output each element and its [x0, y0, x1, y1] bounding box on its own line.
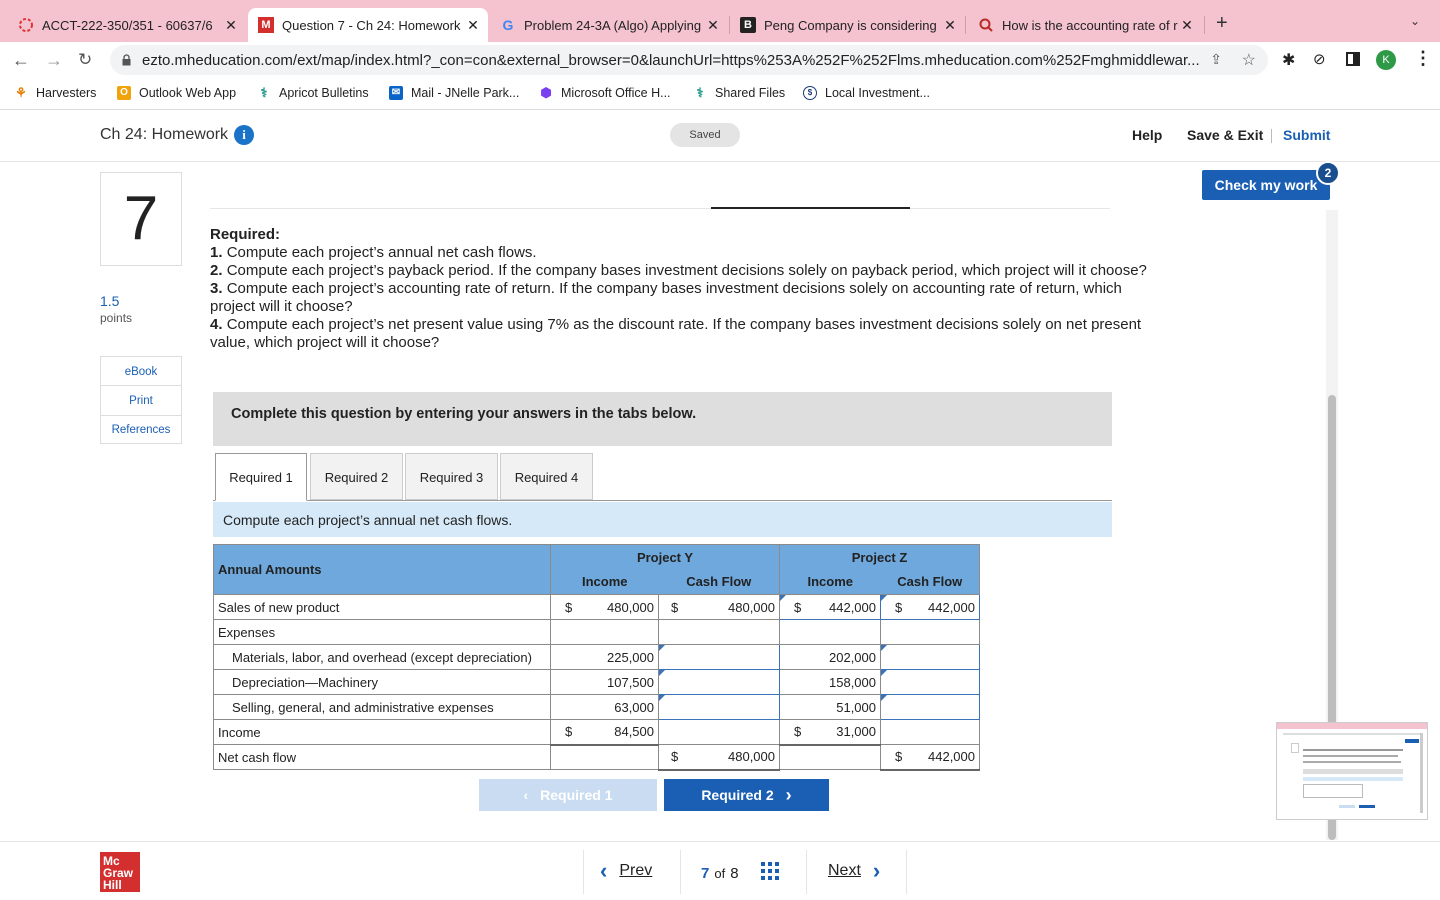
help-link[interactable]: Help [1132, 127, 1163, 143]
table-row [214, 745, 980, 770]
column-header: Project Z [780, 545, 980, 570]
page-indicator[interactable] [701, 862, 779, 884]
bookmarks-bar [0, 78, 1440, 110]
table-row [214, 620, 980, 645]
requirement-number: 1. [210, 244, 223, 261]
value-cell: 63,000 [551, 695, 659, 720]
points-label: points [100, 311, 133, 325]
row-label: Selling, general, and administrative expenses [214, 695, 551, 720]
currency-symbol: $ [565, 724, 573, 740]
tab-title: Question 7 - Ch 24: Homework [282, 17, 461, 33]
office-icon: ⬢ [540, 85, 552, 100]
menu-icon[interactable]: ⋮ [1414, 48, 1432, 68]
tab-required-2[interactable]: Required 2 [310, 453, 403, 500]
thumbnail-line [1283, 733, 1421, 735]
next-page-button[interactable] [828, 858, 880, 884]
value-cell: 225,000 [551, 645, 659, 670]
row-label: Sales of new product [214, 595, 551, 620]
row-label: Income [214, 720, 551, 745]
chevron-left-icon: ‹ [600, 858, 608, 883]
income-input[interactable] [780, 595, 881, 620]
lock-icon [122, 53, 131, 64]
local-investment-icon: $ [803, 86, 817, 100]
chevron-right-icon: › [872, 858, 881, 883]
currency-symbol: $ [794, 724, 802, 740]
requirement-text: Compute each project’s accounting rate of return. If the company bases investment decisions solely on accounting rate of return, which project will it choose? [210, 280, 1122, 315]
google-icon: G [502, 17, 514, 33]
cash-flow-input[interactable] [881, 595, 980, 620]
bookmark-label: Outlook Web App [139, 86, 237, 100]
chevron-down-icon[interactable]: ⌄ [1410, 14, 1421, 28]
button-label: Prev [619, 862, 653, 879]
close-icon[interactable]: ✕ [944, 16, 956, 33]
table-header-row [214, 545, 980, 570]
thumbnail-prompt [1303, 777, 1403, 781]
thumbnail-line [1303, 749, 1403, 751]
back-icon[interactable]: ← [12, 50, 30, 70]
tab-title: How is the accounting rate of r [1002, 17, 1178, 33]
bookmark[interactable] [257, 86, 369, 100]
tab-separator [965, 16, 966, 34]
cell-value: 442,000 [829, 599, 876, 615]
column-header: Project Y [551, 545, 780, 570]
bookmark[interactable] [389, 86, 519, 100]
shared-files-icon: ⚕ [696, 85, 704, 100]
outlook-icon: O [117, 86, 131, 100]
value-cell [881, 745, 980, 770]
points-value: 1.5 [100, 293, 120, 309]
required-heading: Required: [210, 226, 281, 243]
row-label: Depreciation—Machinery [214, 670, 551, 695]
cell-value: 480,000 [728, 749, 775, 765]
currency-symbol: $ [671, 749, 679, 765]
cell-value: 84,500 [614, 724, 654, 740]
bartleby-icon: B [740, 17, 756, 33]
divider [210, 208, 1110, 209]
ebook-link[interactable]: eBook [100, 356, 182, 386]
extension-icon[interactable]: ⊘ [1313, 51, 1326, 68]
divider [583, 850, 584, 894]
tab-required-4[interactable]: Required 4 [500, 453, 593, 500]
bookmark[interactable] [803, 86, 930, 100]
value-cell: 158,000 [780, 670, 881, 695]
browser-tab[interactable] [490, 8, 728, 42]
close-icon[interactable]: ✕ [1181, 16, 1193, 33]
harvesters-icon: ⚘ [15, 85, 27, 100]
divider [906, 850, 907, 894]
extensions-icon[interactable]: ✱ [1282, 52, 1296, 69]
value-cell [551, 595, 659, 620]
currency-symbol: $ [565, 599, 573, 615]
empty-cell [659, 620, 780, 645]
prev-page-button[interactable] [600, 858, 652, 884]
browser-tab[interactable] [968, 8, 1202, 42]
grid-icon[interactable] [761, 862, 779, 884]
references-link[interactable]: References [100, 416, 182, 444]
mcgraw-icon: M [258, 17, 274, 33]
table-row [214, 695, 980, 720]
thumbnail-scrollbar [1420, 733, 1423, 813]
empty-cell [551, 745, 659, 770]
value-cell: 107,500 [551, 670, 659, 695]
address-bar-row [0, 42, 1440, 78]
logo-text: Mc [103, 854, 120, 868]
bookmark[interactable] [693, 86, 785, 100]
requirement-text: Compute each project’s annual net cash flows. [226, 244, 537, 261]
bookmark-label: Mail - JNelle Park... [411, 86, 520, 100]
cash-flow-input[interactable] [659, 645, 780, 670]
divider [1271, 129, 1272, 143]
browser-tab-active[interactable] [248, 8, 488, 42]
button-label: Required 2 [701, 787, 774, 803]
requirement-text: Compute each project’s net present value using 7% as the discount rate. If the company bases investment decisions solely on net present value, which project will it choose? [210, 316, 1142, 351]
table-row [214, 720, 980, 745]
thumbnail-number [1291, 743, 1299, 753]
currency-symbol: $ [671, 599, 679, 615]
bookmark[interactable] [539, 86, 671, 100]
browser-tab[interactable] [730, 8, 965, 42]
value-cell [780, 720, 881, 745]
row-label: Expenses [214, 620, 551, 645]
value-cell: 51,000 [780, 695, 881, 720]
currency-symbol: $ [895, 599, 903, 615]
currency-symbol: $ [895, 749, 903, 765]
footer-divider [0, 841, 1440, 842]
empty-cell [780, 745, 881, 770]
cell-value: 31,000 [836, 724, 876, 740]
tab-title: ACCT-222-350/351 - 60637/6 [42, 17, 213, 33]
print-link[interactable]: Print [100, 386, 182, 416]
cash-flow-input[interactable] [659, 670, 780, 695]
bookmark-label: Shared Files [715, 86, 786, 100]
empty-cell [881, 720, 980, 745]
cell-value: 442,000 [928, 599, 975, 615]
requirement-number: 3. [210, 280, 223, 297]
divider [711, 207, 910, 209]
button-label: Next [828, 862, 861, 879]
apricot-icon: ⚕ [260, 85, 268, 100]
logo-text: Graw [103, 866, 134, 880]
tab-required-1[interactable]: Required 1 [215, 453, 307, 501]
browser-tab[interactable] [8, 8, 246, 42]
cash-flow-input[interactable] [881, 670, 980, 695]
requirement-item [210, 244, 1150, 262]
value-cell [659, 595, 780, 620]
prev-required-button[interactable] [479, 779, 657, 811]
requirement-number: 2. [210, 262, 223, 279]
thumbnail-table [1303, 784, 1363, 798]
page-current: 7 [701, 864, 710, 882]
cash-flow-table [213, 544, 980, 771]
mail-icon: ✉ [389, 86, 403, 100]
chevron-left-icon: ‹ [523, 787, 529, 803]
thumbnail-tabbar [1277, 723, 1427, 729]
thumbnail-button [1359, 805, 1375, 808]
mcgraw-hill-logo [100, 852, 140, 892]
currency-symbol: $ [794, 599, 802, 615]
requirement-item [210, 316, 1150, 352]
thumbnail-line [1303, 761, 1401, 763]
new-tab-icon[interactable]: + [1216, 12, 1228, 34]
table-row [214, 645, 980, 670]
requirement-item [210, 262, 1150, 280]
sidepanel-icon[interactable] [1346, 52, 1360, 66]
requirement-item [210, 280, 1150, 316]
button-label: Required 1 [540, 787, 613, 803]
divider [806, 850, 807, 894]
requirements-block [210, 226, 1150, 352]
forward-icon[interactable]: → [45, 50, 63, 70]
table-row [214, 595, 980, 620]
cash-flow-input[interactable] [881, 695, 980, 720]
page-total: 8 [730, 864, 739, 882]
instructions-banner: Complete this question by entering your answers in the tabs below. [213, 392, 1112, 446]
page-title: Ch 24: Homework [100, 126, 229, 143]
page-thumbnail[interactable] [1276, 722, 1428, 820]
empty-cell [551, 620, 659, 645]
browser-tab-bar [0, 0, 1440, 42]
saved-status: Saved [670, 123, 740, 147]
next-required-button[interactable] [664, 779, 829, 811]
thumbnail-line [1303, 755, 1398, 757]
profile-avatar[interactable]: K [1376, 50, 1396, 70]
cell-value: 442,000 [928, 749, 975, 765]
close-icon[interactable]: ✕ [225, 16, 237, 33]
requirement-number: 4. [210, 316, 223, 333]
column-header: Income [780, 570, 881, 595]
bookmark-label: Harvesters [36, 86, 97, 100]
loading-icon [18, 17, 34, 33]
chevron-right-icon: › [785, 784, 792, 805]
close-icon[interactable]: ✕ [707, 16, 719, 33]
thumbnail-button [1339, 805, 1355, 808]
app-header [0, 111, 1440, 162]
close-icon[interactable]: ✕ [467, 16, 479, 33]
row-label: Net cash flow [214, 745, 551, 770]
empty-cell [881, 620, 980, 645]
value-cell [659, 745, 780, 770]
cash-flow-input[interactable] [881, 645, 980, 670]
value-cell [551, 720, 659, 745]
tab-title: Peng Company is considering [764, 17, 937, 33]
save-exit-link[interactable]: Save & Exit [1187, 127, 1264, 143]
info-icon[interactable]: i [234, 125, 254, 145]
tab-separator [1204, 16, 1205, 34]
question-number: 7 [100, 172, 182, 266]
bookmark-label: Microsoft Office H... [561, 86, 671, 100]
table-row [214, 670, 980, 695]
row-label: Materials, labor, and overhead (except depreciation) [214, 645, 551, 670]
empty-cell [780, 620, 881, 645]
cash-flow-input[interactable] [659, 695, 780, 720]
url-bar[interactable] [110, 45, 1268, 75]
bookmark[interactable] [14, 86, 96, 100]
divider [680, 850, 681, 894]
thumbnail-button [1405, 739, 1419, 743]
url-text: ezto.mheducation.com/ext/map/index.html?_con=con&external_browser=0&launchUrl=https%253A%252F%252Flms.mheducation.com%252Fmghmiddlewar... [142, 51, 1200, 69]
page-of: of [714, 865, 726, 881]
thumbnail-banner [1303, 769, 1403, 774]
requirement-text: Compute each project’s payback period. If the company bases investment decisions solely on payback period, which project will it choose? [226, 262, 1147, 279]
tab-required-3[interactable]: Required 3 [405, 453, 498, 500]
check-my-work-button[interactable]: Check my work [1202, 170, 1330, 200]
column-header: Income [551, 570, 659, 595]
value-cell: 202,000 [780, 645, 881, 670]
star-icon[interactable]: ☆ [1241, 52, 1256, 69]
bookmark[interactable] [117, 86, 236, 100]
share-icon[interactable]: ⇪ [1210, 51, 1222, 67]
cell-value: 480,000 [607, 599, 654, 615]
column-header: Cash Flow [881, 570, 980, 595]
reload-icon[interactable]: ↻ [78, 50, 93, 69]
check-count-badge: 2 [1316, 161, 1340, 185]
column-header: Annual Amounts [214, 545, 551, 595]
submit-link[interactable]: Submit [1283, 127, 1331, 143]
cell-value: 480,000 [728, 599, 775, 615]
column-header: Cash Flow [659, 570, 780, 595]
tab-prompt: Compute each project’s annual net cash flows. [213, 502, 1112, 537]
bookmark-label: Local Investment... [825, 86, 930, 100]
search-icon [978, 17, 994, 33]
empty-cell [659, 720, 780, 745]
tab-title: Problem 24-3A (Algo) Applying [524, 17, 702, 33]
logo-text: Hill [103, 878, 122, 892]
bookmark-label: Apricot Bulletins [279, 86, 369, 100]
